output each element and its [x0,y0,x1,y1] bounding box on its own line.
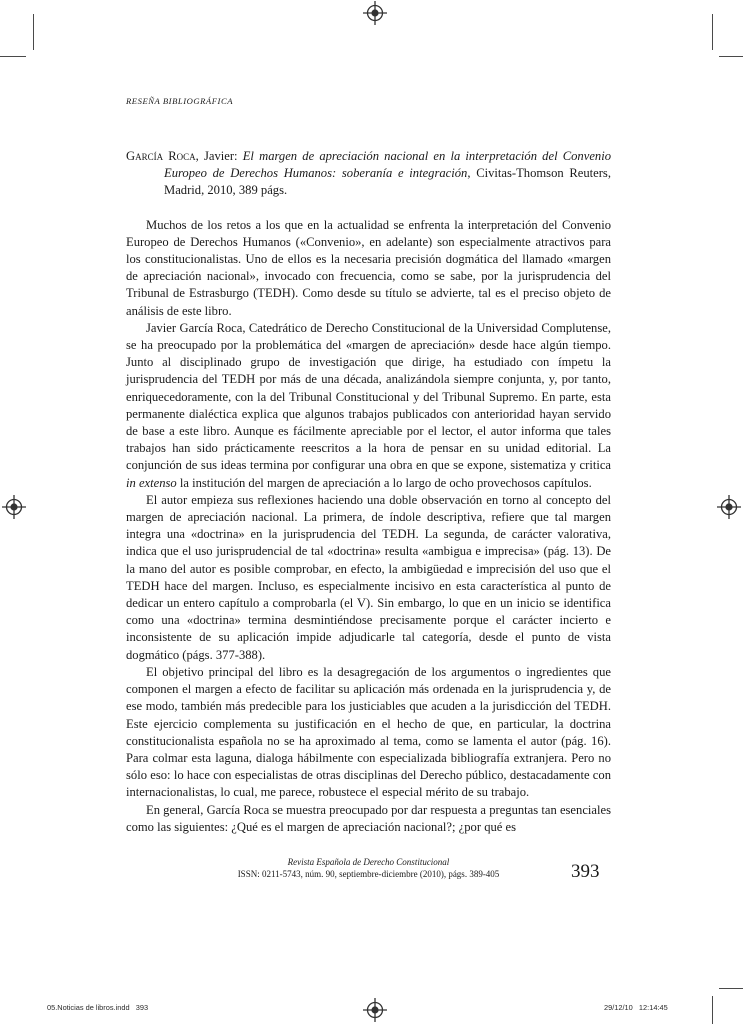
body-paragraph-3: El autor empieza sus reflexiones haciendo una doble observación en torno al concepto del margen de apreciación nacional. La primera, de índole descriptiva, refiere que tal margen integra una «doctrina» en la jurisprudencia del TEDH. La segunda, de carácter valorativa, indica que el uso jurisprudencial de tal «doctrina» resulta «ambigua e imprecisa» (pág. 13). De la mano del autor es posible comprobar, en efecto, la ambigüedad e imprecisión del uso que el TEDH hace del margen. Incluso, es especialmente incisivo en esta característica al punto de dedicar un entero capítulo a comprobarla (el V). Sin embargo, lo que en un inicio se identifica como una «doctrina» termina desmintiéndose precisamente porque el carácter incierto e inconsistente de su aplicación impide adjudicarle tal categoría, desde el punto de vista dogmático (págs. 377-388). [126,492,611,662]
citation-author: García Roca [126,149,196,163]
crop-mark-top-right-horizontal [719,56,743,57]
citation-author-firstname: , Javier: [195,149,243,163]
print-status-bar [0,1003,743,1017]
citation-work-title: El margen de apreciación nacional en la interpretación del Convenio Europeo de Derechos Humanos: soberanía e integración [164,149,611,181]
print-file-label: 05.Noticias de libros.indd 393 [47,1003,149,1012]
body-paragraph-2-tail: la institución del margen de apreciación a lo largo de ocho provechosos capítulos. [176,475,592,490]
page-number: 393 [571,861,600,882]
body-paragraph-5: En general, García Roca se muestra preocupado por dar respuesta a preguntas tan esenciales como las siguientes: ¿Qué es el margen de apreciación nacional?; ¿por qué es [126,802,611,834]
body-paragraph-2 [126,320,611,492]
crop-mark-bottom-right-horizontal [719,988,743,989]
body-paragraph-1: Muchos de los retos a los que en la actualidad se enfrenta la interpretación del Convenio Europeo de Derechos Humanos («Convenio», en adelante) son especialmente atractivos para los constitucionalistas. Uno de ellos es la necesaria precisión dogmática del llamado «margen de apreciación nacional», invocado con frecuencia, como se sabe, por la jurisprudencia del Tribunal de Estrasburgo (TEDH). Como desde su título se advierte, tal es el preciso objeto de análisis de este libro. [126,217,611,318]
crop-mark-top-left-horizontal [0,56,26,57]
registration-mark-left-center [1,494,27,520]
print-timestamp: 29/12/10 12:14:45 [604,1003,668,1012]
citation-publication: , Civitas-Thomson Reuters, Madrid, 2010, 389 págs. [164,166,611,198]
crop-mark-top-right-vertical [712,14,713,50]
journal-name: Revista Española de Derecho Constitucional [287,857,450,867]
body-paragraph-2-head: Javier García Roca, Catedrático de Derecho Constitucional de la Universidad Complutense, se ha preocupado por la problemática del «margen de apreciación» desde hace algún tiempo. Junto al disciplinado grupo de investigación que dirige, ha estudiado con ímpetu la jurisprudencia del TEDH por más de una década, analizándola siempre conjunta, y, por tanto, enriquecedoramente, con la del Tribunal Constitucional y del Tribunal Supremo. En parte, esta permanente dialéctica explica que algunos trabajos publicados con anterioridad hayan servido de base a este libro. Aunque es fácilmente apreciable por el lector, el autor informa que tales trabajos han sido prácticamente reescritos a la hora de pensar en su unidad editorial. La conjunción de sus ideas termina por configurar una obra en que se expone, sistematiza y critica [126,320,611,473]
page-footer [126,856,611,880]
bibliographic-citation [126,148,611,200]
registration-mark-top-center [362,0,388,26]
registration-mark-right-center [716,494,742,520]
crop-mark-top-left-vertical [33,14,34,50]
page-content [126,96,611,836]
issn-line: ISSN: 0211-5743, núm. 90, septiembre-diciembre (2010), págs. 389-405 [237,869,500,879]
body-paragraph-2-italic: in extenso [126,475,177,490]
body-paragraph-4: El objetivo principal del libro es la desagregación de los argumentos o ingredientes que componen el margen a efecto de facilitar su aplicación más ordenada en la jurisprudencia y, de ese modo, también más predecible para los justiciables que acuden a la jurisdicción del TEDH. Este ejercicio complementa su justificación en el hecho de que, en particular, la doctrina constitucionalista española no se ha aproximado al tema, como se lamenta el autor (pág. 16). Para colmar esta laguna, dialoga hábilmente con especializada bibliografía extranjera. Pero no sólo eso: lo hace con especialistas de otras disciplinas del Derecho público, destacadamente con internacionalistas, lo cual, me parece, robustece el especial mérito de su trabajo. [126,664,611,800]
running-head: RESEÑA BIBLIOGRÁFICA [126,96,234,106]
